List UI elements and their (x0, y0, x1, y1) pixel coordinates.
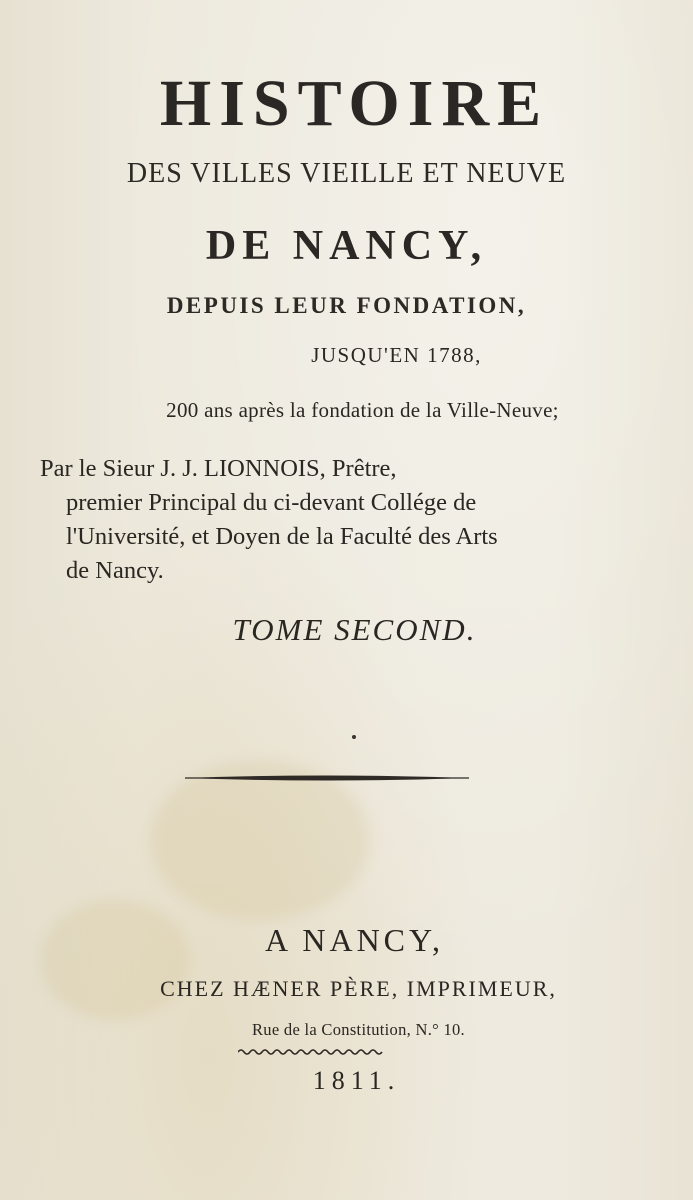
author-line: l'Université, et Doyen de la Faculté des Arts (66, 523, 498, 550)
since-foundation-line: DEPUIS LEUR FONDATION, (166, 293, 527, 318)
author-line: de Nancy. (66, 557, 164, 584)
book-title: HISTOIRE (159, 67, 550, 140)
author-paragraph (40, 452, 626, 588)
book-city: DE NANCY, (205, 223, 488, 269)
volume-label: TOME SECOND. (232, 612, 477, 647)
author-line: premier Principal du ci-devant Collége de (66, 489, 477, 516)
imprint-printer: CHEZ HÆNER PÈRE, IMPRIMEUR, (160, 976, 557, 1001)
until-year-line: JUSQU'EN 1788, (311, 343, 482, 367)
author-line: Par le Sieur J. J. LIONNOIS, Prêtre, (40, 455, 397, 482)
printer-dot (352, 735, 356, 739)
imprint-address: Rue de la Constitution, N.° 10. (252, 1020, 465, 1039)
book-subtitle: DES VILLES VIEILLE ET NEUVE (126, 158, 567, 189)
imprint-place: A NANCY, (265, 922, 444, 958)
imprint-year: 1811. (312, 1066, 401, 1095)
paper-stain (40, 900, 190, 1020)
ornamental-rule (185, 771, 469, 785)
two-hundred-years-line: 200 ans après la fondation de la Ville-Neuve; (166, 398, 559, 422)
wavy-rule (238, 1047, 384, 1057)
